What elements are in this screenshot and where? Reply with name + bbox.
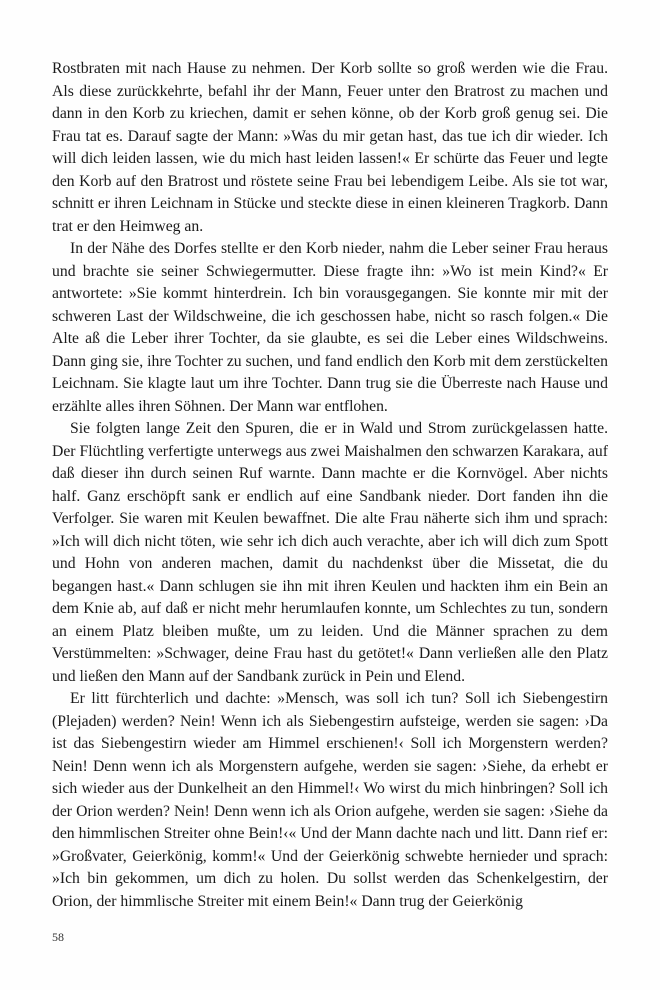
paragraph-2: In der Nähe des Dorfes stellte er den Korb nieder, nahm die Leber seiner Frau heraus und brachte sie seiner Schwiegermutter. Diese fragte ihn: »Wo ist mein Kind?« Er antwortete: »Sie kommt hinterdrein. Ich bin vorausgegangen. Sie konnte mir mit der schweren Last der Wildschweine, die ich geschossen habe, nicht so rasch folgen.« Die Alte aß die Leber ihrer Tochter, da sie glaubte, es sei die Leber eines Wildschweins. Dann ging sie, ihre Tochter zu suchen, und fand endlich den Korb mit dem zerstückelten Leichnam. Sie klagte laut um ihre Tochter. Dann trug sie die Überreste nach Hause und erzählte alles ihren Söhnen. Der Mann war entflohen. — [52, 240, 608, 415]
paragraph-3: Sie folgten lange Zeit den Spuren, die er in Wald und Strom zurückgelassen hatte. Der Flüchtling verfertigte unterwegs aus zwei Maishalmen den schwarzen Karakara, auf daß dieser ihn durch seinen Ruf warnte. Dann machte er die Kornvögel. Aber nichts half. Ganz erschöpft sank er endlich auf eine Sandbank nieder. Dort fanden ihn die Verfolger. Sie waren mit Keulen bewaffnet. Die alte Frau näherte sich ihm und sprach: »Ich will dich nicht töten, wie sehr ich dich auch verachte, aber ich will dich zum Spott und Hohn von anderen machen, damit du nachdenkst über die Missetat, die du begangen hast.« Dann schlugen sie ihn mit ihren Keulen und hackten ihm ein Bein an dem Knie ab, auf daß er nicht mehr herumlaufen konnte, um Schlechtes zu tun, sondern an einem Platz bleiben mußte, um zu leiden. Und die Männer sprachen zu dem Verstümmelten: »Schwager, deine Frau hast du getötet!« Dann verließen alle den Platz und ließen den Mann auf der Sandbank zurück in Pein und Elend. — [52, 420, 608, 685]
paragraph-4: Er litt fürchterlich und dachte: »Mensch, was soll ich tun? Soll ich Siebengestirn (Plejaden) werden? Nein! Wenn ich als Siebengestirn aufsteige, werden sie sagen: ›Da ist das Siebengestirn wieder am Himmel erschienen!‹ Soll ich Morgenstern werden? Nein! Denn wenn ich als Morgenstern aufgehe, werden sie sagen: ›Siehe, da erhebt er sich wieder aus der Dunkelheit an den Himmel!‹ Wo wirst du mich hinbringen? Soll ich der Orion werden? Nein! Denn wenn ich als Orion aufgehe, werden sie sagen: ›Siehe da den himmlischen Streiter ohne Bein!‹« Und der Mann dachte nach und litt. Dann rief er: »Großvater, Geierkönig, komm!« Und der Geierkönig schwebte hernieder und sprach: »Ich bin gekommen, um dich zu holen. Du sollst werden das Schenkelgestirn, der Orion, der himmlische Streiter mit einem Bein!« Dann trug der Geierkönig — [52, 690, 608, 910]
page-number: 58 — [52, 930, 64, 944]
paragraph-1: Rostbraten mit nach Hause zu nehmen. Der Korb sollte so groß werden wie die Frau. Als diese zurückkehrte, befahl ihr der Mann, Feuer unter den Bratrost zu machen und dann in den Korb zu kriechen, damit er sehen könne, ob der Korb groß genug sei. Die Frau tat es. Darauf sagte der Mann: »Was du mir getan hast, das tue ich dir wieder. Ich will dich leiden lassen, wie du mich hast leiden lassen!« Er schürte das Feuer und legte den Korb auf den Bratrost und röstete seine Frau bei lebendigem Leibe. Als sie tot war, schnitt er ihren Leichnam in Stücke und steckte diese in einen kleineren Tragkorb. Dann trat er den Heimweg an. — [52, 60, 608, 235]
body-text — [52, 58, 608, 913]
